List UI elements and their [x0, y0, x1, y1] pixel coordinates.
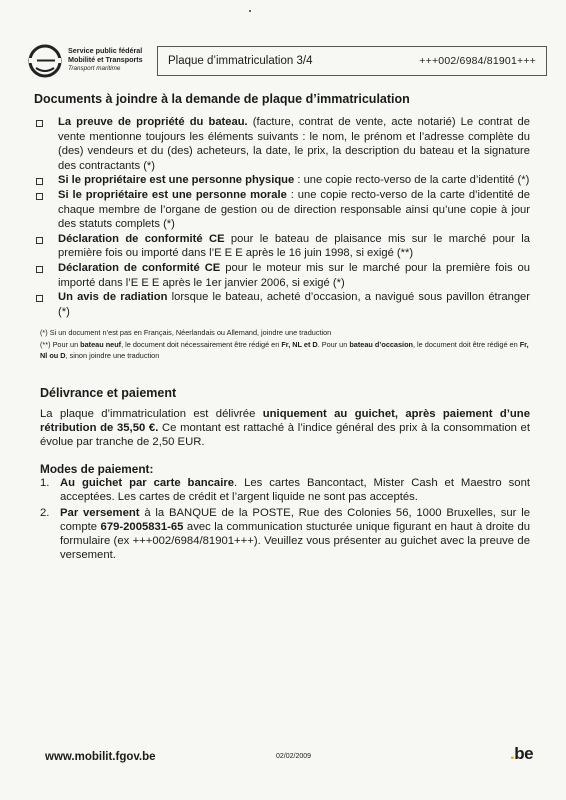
item-text: (facture, contrat de vente, acte notarié) Le contrat de vente mentionne toujours les éléments suivants : le nom, le prénom et l’adresse complète du (des) vendeurs et du (des) acheteurs, la date, le prix, la description du bateau et la signature des contractants (*): [58, 116, 530, 172]
item-bold: Si le propriétaire est une personne physique: [58, 174, 295, 187]
payment-item: 2. Par versement à la BANQUE de la POSTE, Rue des Colonies 56, 1000 Bruxelles, sur le compte 679-2005831-65 avec la communication stucturée unique figurant en haut à droite du formulaire (ex +++002/6984/81901+++). Veuillez vous présenter au guichet avec la preuve de versement.: [40, 507, 531, 561]
item-text: : une copie recto-verso de la carte d’identité de chaque membre de l’organe de gestion ou de direction responsable ainsi qu’une copie à jour des statuts complets (*): [58, 188, 530, 231]
checklist-item: [34, 115, 530, 173]
footer-date: 02/02/2009: [276, 753, 312, 760]
org-line-2: Mobilité et Transports: [68, 55, 143, 64]
item-text: lorsque le bateau, acheté d’occasion, a navigué sous pavillon étranger (*): [58, 291, 530, 318]
checkbox-icon: [36, 237, 43, 244]
checklist-item: [34, 188, 530, 232]
checklist-item: [34, 290, 530, 319]
item-bold: Déclaration de conformité CE: [58, 261, 221, 274]
checkbox-icon: [36, 193, 43, 200]
checkbox-icon: [36, 266, 43, 273]
be-logo-text: be: [514, 744, 534, 763]
checkbox-icon: [36, 178, 43, 185]
checkbox-icon: [36, 120, 43, 127]
header-box: [157, 46, 547, 76]
org-line-1: Service public fédéral: [68, 46, 143, 55]
scan-speck: [249, 10, 251, 12]
footer-website-link[interactable]: www.mobilit.fgov.be: [45, 751, 156, 763]
payment-modes-list: [40, 476, 530, 564]
payment-modes-heading: Modes de paiement:: [40, 462, 154, 476]
organization-name: [68, 46, 143, 73]
checklist-item: [34, 261, 530, 290]
item-text: pour le bateau de plaisance mis sur le marché pour la première fois ou importé dans l’E E E après le 16 juin 1998, si exigé (**): [58, 232, 530, 260]
item-text: : une copie recto-verso de la carte d’identité (*): [294, 174, 530, 187]
item-number: 2.: [40, 507, 50, 519]
checklist-item: [34, 173, 530, 188]
item-number: 1.: [40, 477, 50, 489]
documents-heading: Documents à joindre à la demande de plaque d’immatriculation: [34, 92, 410, 106]
item-bold: La preuve de propriété du bateau.: [58, 116, 248, 128]
be-logo: [510, 744, 533, 764]
be-logo-dot: .: [510, 744, 515, 763]
structured-reference: +++002/6984/81901+++: [419, 55, 536, 67]
documents-checklist: [34, 115, 530, 319]
form-title: Plaque d’immatriculation 3/4: [168, 55, 313, 67]
item-bold: Si le propriétaire est une personne morale: [58, 188, 287, 201]
checkbox-icon: [36, 295, 43, 302]
footnote-2: (**) Pour un bateau neuf, le document doit nécessairement être rédigé en Fr, NL et D. Pour un bateau d’occasion, le document doit être rédigé en Fr, Nl ou D, sinon joindre une traduction: [40, 340, 529, 360]
footnotes: [40, 327, 532, 362]
footnote-1: (*) Si un document n’est pas en Français, Néerlandais ou Allemand, joindre une traduction: [40, 328, 332, 337]
org-subline: Transport maritime: [68, 65, 121, 72]
page-header: [22, 40, 544, 84]
item-bold: Un avis de radiation: [58, 291, 168, 304]
delivery-paragraph: La plaque d’immatriculation est délivrée uniquement au guichet, après paiement d’une rétribution de 35,50 €. Ce montant est rattaché à l’indice général des prix à la consommation et évolue par tranche de 2,50 EUR.: [40, 408, 530, 448]
payment-item: 1. Au guichet par carte bancaire. Les cartes Bancontact, Mister Cash et Maestro sont acceptées. Les cartes de crédit et l’argent liquide ne sont pas acceptés.: [40, 477, 530, 503]
item-bold: Déclaration de conformité CE: [58, 232, 225, 245]
item-text: pour le moteur mis sur le marché pour la première fois ou importé dans l’E E E après le 1er janvier 2006, si exigé (*): [58, 261, 530, 289]
delivery-heading: Délivrance et paiement: [40, 386, 177, 400]
government-logo-icon: [28, 44, 62, 78]
checklist-item: [34, 232, 530, 261]
